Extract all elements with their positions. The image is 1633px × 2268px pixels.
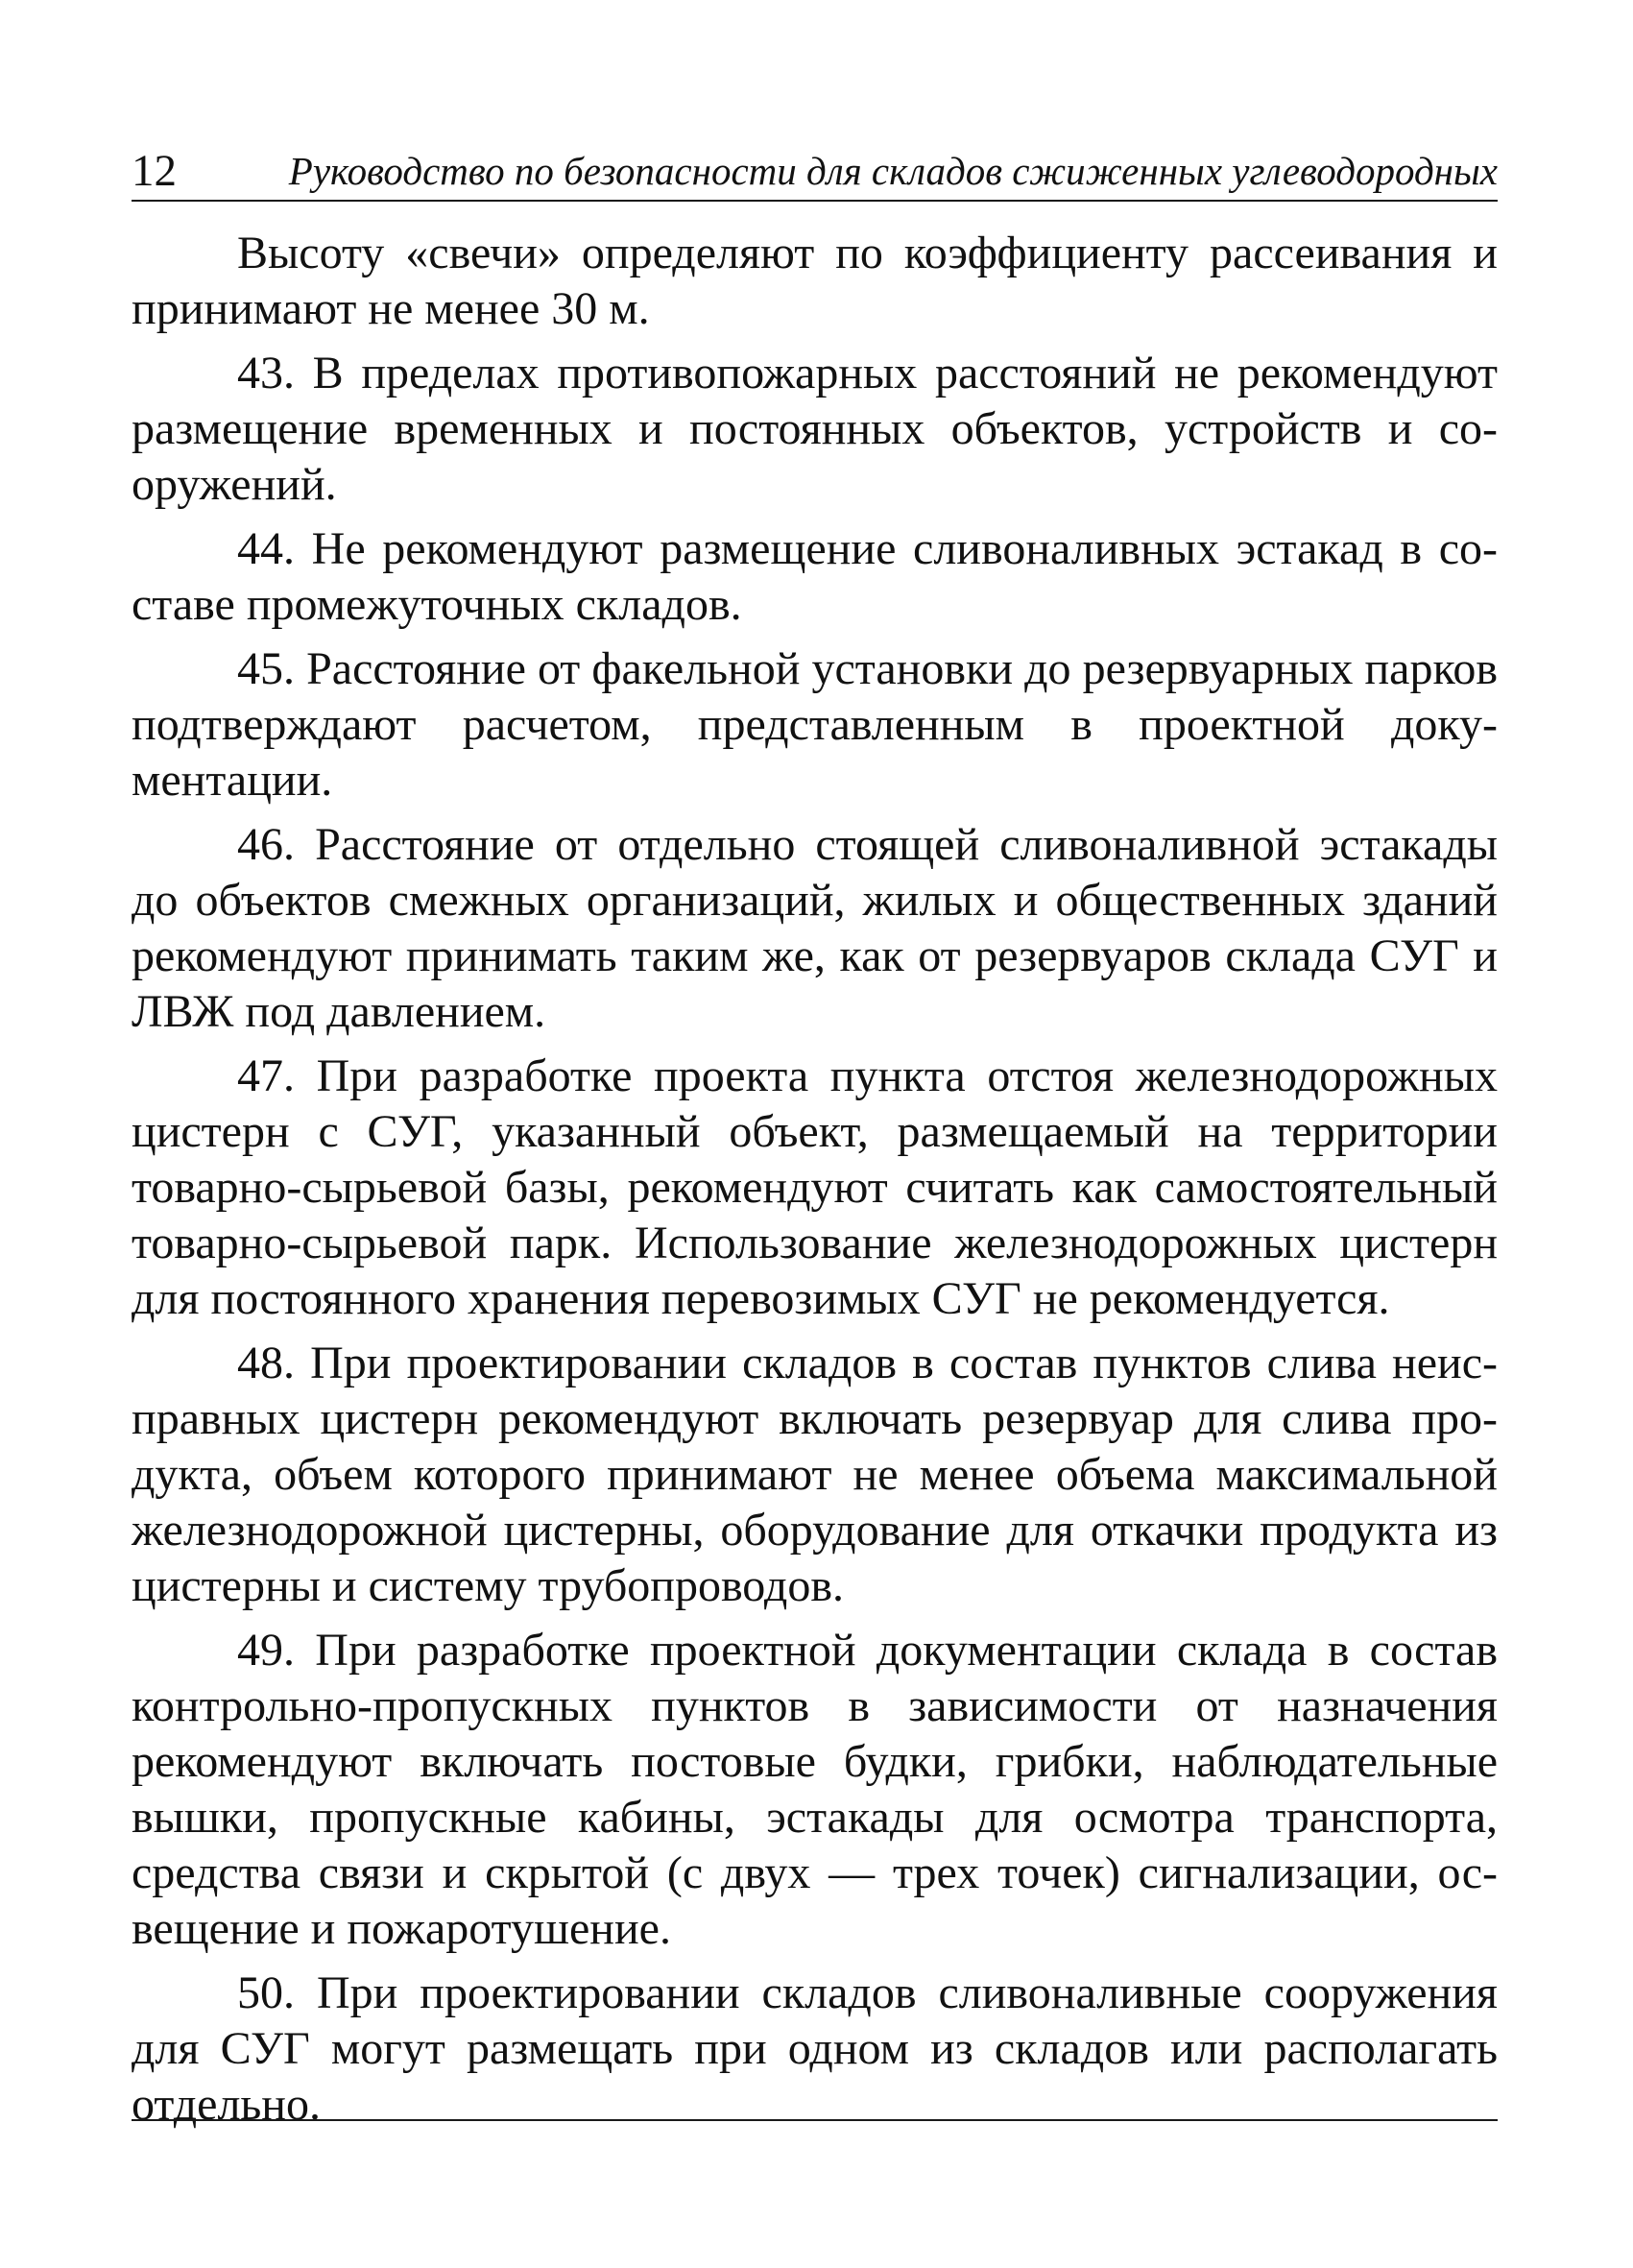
- paragraph-intro: Высоту «свечи» определяют по коэффициенту рассеивания и принимают не менее 30 м.: [132, 228, 1498, 334]
- page-number: 12: [132, 146, 177, 196]
- page-header: [132, 144, 1498, 202]
- paragraph-43: 43. В пределах противопожарных расстояний не рекомендуют размещение временных и постоянных объектов, устройств и сооружений.: [132, 348, 1498, 510]
- body-text: [132, 226, 1498, 2141]
- paragraph-49: 49. При разработке проектной документации склада в состав контрольно-пропускных пунктов в зависимости от назначения рекомендуют включать постовые будки, грибки, наблюдательные вышки, пропускные кабины, эстакады для осмотра транспорта, средства связи и скрытой (с двух — трех точек) сигнализации, освещение и пожаротушение.: [132, 1625, 1498, 1954]
- paragraph-50: 50. При проектировании складов сливоналивные сооружения для СУГ могут размещать при одном из складов или располагать отдельно.: [132, 1967, 1498, 2130]
- paragraph-46: 46. Расстояние от отдельно стоящей сливоналивной эстакады до объектов смежных организаций, жилых и общественных зданий рекомендуют принимать таким же, как от резервуаров склада СУГ и ЛВЖ под давлением.: [132, 819, 1498, 1037]
- footer-rule: [132, 2119, 1498, 2121]
- paragraph-44: 44. Не рекомендуют размещение сливоналивных эстакад в составе промежуточных складов.: [132, 523, 1498, 630]
- paragraph-47: 47. При разработке проекта пункта отстоя железнодорожных цистерн с СУГ, указанный объект, размещаемый на территории товарно-сырьевой базы, рекомендуют считать как самостоятельный товарно-сырьевой парк. Использование железнодорожных цистерн для постоянного хранения перевозимых СУГ не рекомендуется.: [132, 1050, 1498, 1324]
- running-title: Руководство по безопасности для складов сжиженных углеводородных: [288, 149, 1498, 193]
- paragraph-45: 45. Расстояние от факельной установки до резервуарных парков подтверждают расчетом, представленным в проектной документации.: [132, 643, 1498, 806]
- paragraph-48: 48. При проектировании складов в состав пунктов слива неисправных цистерн рекомендуют включать резервуар для слива продукта, объем которого принимают не менее объема максимальной железнодорожной цистерны, оборудование для откачки продукта из цистерны и систему трубопроводов.: [132, 1338, 1498, 1611]
